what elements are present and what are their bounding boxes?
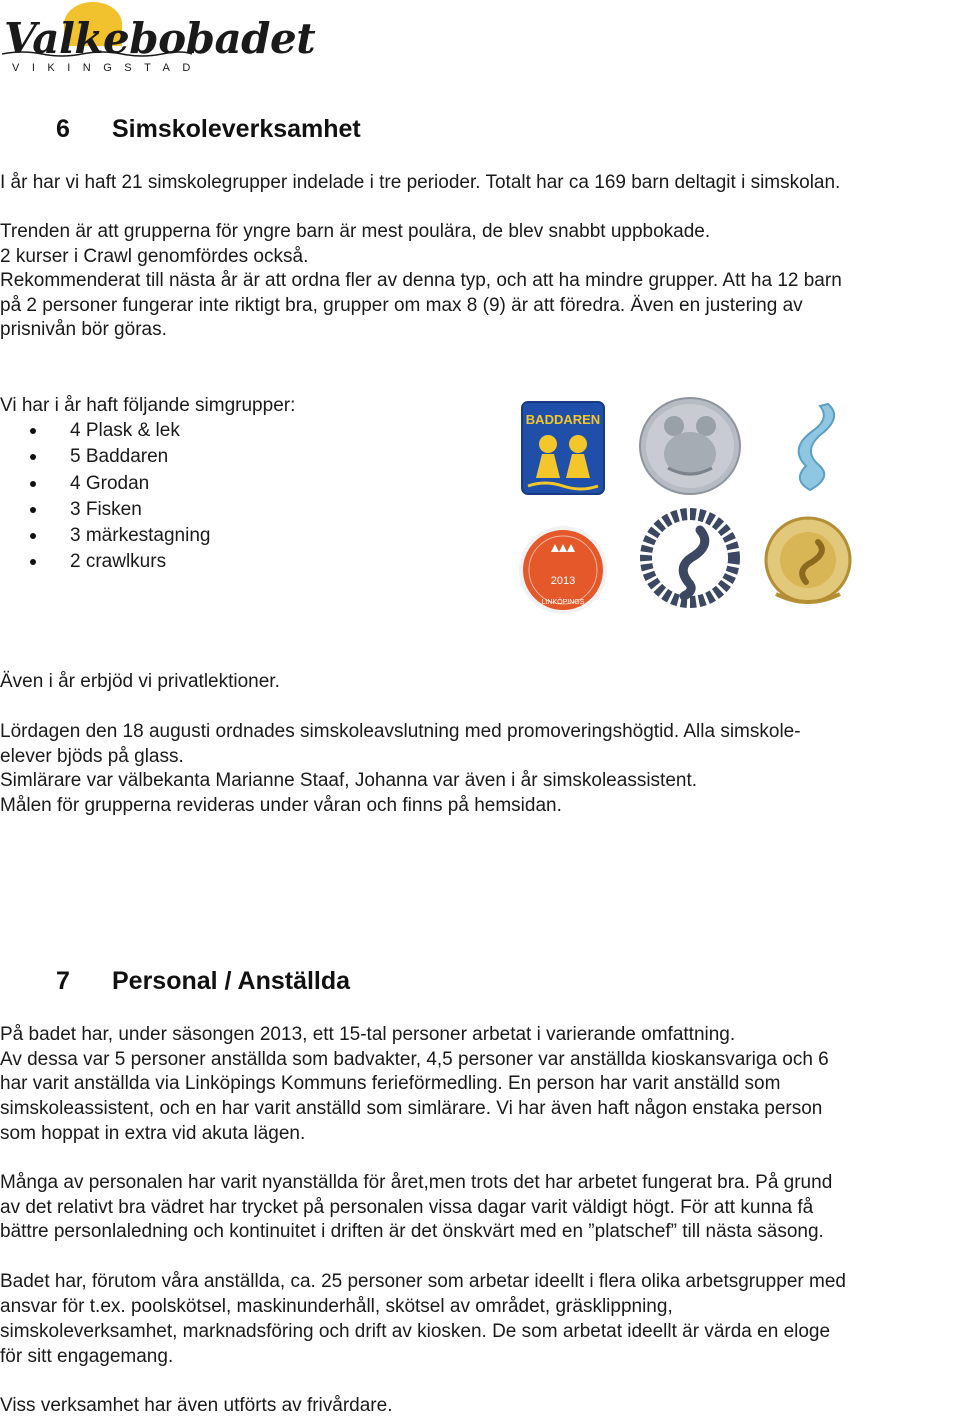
navy-wreath-badge-icon <box>638 504 742 612</box>
trend-line-4: på 2 personer fungerar inte riktigt bra, grupper om max 8 (9) är att föredra. Även en justering av <box>0 295 803 316</box>
section-6-number: 6 <box>56 115 70 143</box>
staff-para-1-line-1: På badet har, under säsongen 2013, ett 15-tal personer arbetat i varierande omfattning. <box>0 1024 736 1045</box>
closing-line-1: Lördagen den 18 augusti ordnades simskoleavslutning med promoveringshögtid. Alla simskole- <box>0 721 801 742</box>
list-item: 4 Plask & lek <box>24 418 210 444</box>
logo-wave-icon <box>2 50 192 58</box>
list-item: 3 Fisken <box>24 497 210 523</box>
trend-line-1: Trenden är att grupperna för yngre barn är mest poulära, de blev snabbt uppbokade. <box>0 221 711 242</box>
trend-line-2: 2 kurser i Crawl genomfördes också. <box>0 245 309 267</box>
staff-para-4: Viss verksamhet har även utförts av frivårdare. <box>0 1395 393 1416</box>
staff-para-2-line-1: Många av personalen har varit nyanställda för året,men trots det har arbetet fungerat bra. På grund <box>0 1172 833 1193</box>
staff-para-1-line-3: har varit anställda via Linköpings Kommuns feriеförmedling. En person har varit anställd som <box>0 1073 781 1094</box>
section-6-intro: I år har vi haft 21 simskolegrupper indelade i tre perioder. Totalt har ca 169 barn deltagit i simskolan. <box>0 172 841 193</box>
staff-para-1-line-2: Av dessa var 5 personer anställda som badvakter, 4,5 personer var anställda kioskansvariga och 6 <box>0 1049 829 1070</box>
orange-2013-badge-icon <box>518 526 608 614</box>
valkebobadet-logo <box>0 0 316 82</box>
groups-heading: Vi har i år haft följande simgrupper: <box>0 395 296 416</box>
swim-groups-list <box>24 418 210 576</box>
staff-para-3-line-4: för sitt engagemang. <box>0 1346 174 1367</box>
closing-line-2: elever bjöds på glass. <box>0 746 184 767</box>
fisken-badge-icon <box>780 396 850 496</box>
trend-line-5: prisnivån bör göras. <box>0 319 167 340</box>
baddaren-badge-icon <box>520 400 606 496</box>
bullet-icon <box>30 481 36 487</box>
staff-para-3-line-2: ansvar för t.ex. poolskötsel, maskinunderhåll, skötsel av området, gräsklippning, <box>0 1296 673 1317</box>
bullet-icon <box>30 507 36 513</box>
section-6-title: Simskoleverksamhet <box>112 115 361 143</box>
closing-line-3: Simlärare var välbekanta Marianne Staaf, Johanna var även i år simskoleassistent. <box>0 770 698 791</box>
closing-line-4: Målen för grupperna revideras under våran och finns på hemsidan. <box>0 795 562 816</box>
list-item: 4 Grodan <box>24 471 210 497</box>
bullet-icon <box>30 533 36 539</box>
list-item: 2 crawlkurs <box>24 549 210 575</box>
svg-text:LINKÖPINGS: LINKÖPINGS <box>541 599 585 606</box>
list-item: 3 märkestagning <box>24 523 210 549</box>
bullet-icon <box>30 559 36 565</box>
list-item: 5 Baddaren <box>24 444 210 470</box>
staff-para-3-line-3: simskoleverksamhet, marknadsföring och drift av kiosken. De som arbetat ideellt är värda en eloge <box>0 1321 831 1342</box>
logo-place: VIKINGSTAD <box>12 62 203 74</box>
section-6-heading <box>56 115 361 144</box>
staff-para-2-line-3: bättre personlaledning och kontinuitet i driften är det önskvärt med en ”platschef” till nästa säsong. <box>0 1221 824 1242</box>
logo-wordmark: Valkebobadet <box>4 14 316 63</box>
section-7-heading <box>56 967 350 996</box>
svg-text:BADDAREN: BADDAREN <box>525 412 601 427</box>
gold-wreath-badge-icon <box>756 510 860 614</box>
section-7-number: 7 <box>56 967 70 995</box>
staff-para-2-line-2: av det relativt bra vädret har trycket på personalen vissa dagar varit väldigt högt. För att kunna få <box>0 1197 814 1218</box>
grodan-badge-icon <box>638 396 742 496</box>
staff-para-3-line-1: Badet har, förutom våra anställda, ca. 25 personer som arbetar ideellt i flera olika arbetsgrupper med <box>0 1271 846 1292</box>
section-7-title: Personal / Anställda <box>112 967 351 995</box>
svg-text:2013: 2013 <box>550 575 576 587</box>
private-lessons: Även i år erbjöd vi privatlektioner. <box>0 671 280 692</box>
bullet-icon <box>30 454 36 460</box>
staff-para-1-line-4: simskoleassistent, och en har varit anställd som simlärare. Vi har även haft någon enstaka person <box>0 1098 823 1119</box>
staff-para-1-line-5: som hoppat in extra vid akuta lägen. <box>0 1123 306 1144</box>
bullet-icon <box>30 428 36 434</box>
trend-line-3: Rekommenderat till nästa år är att ordna fler av denna typ, och att ha mindre grupper. Att ha 12 barn <box>0 270 842 291</box>
